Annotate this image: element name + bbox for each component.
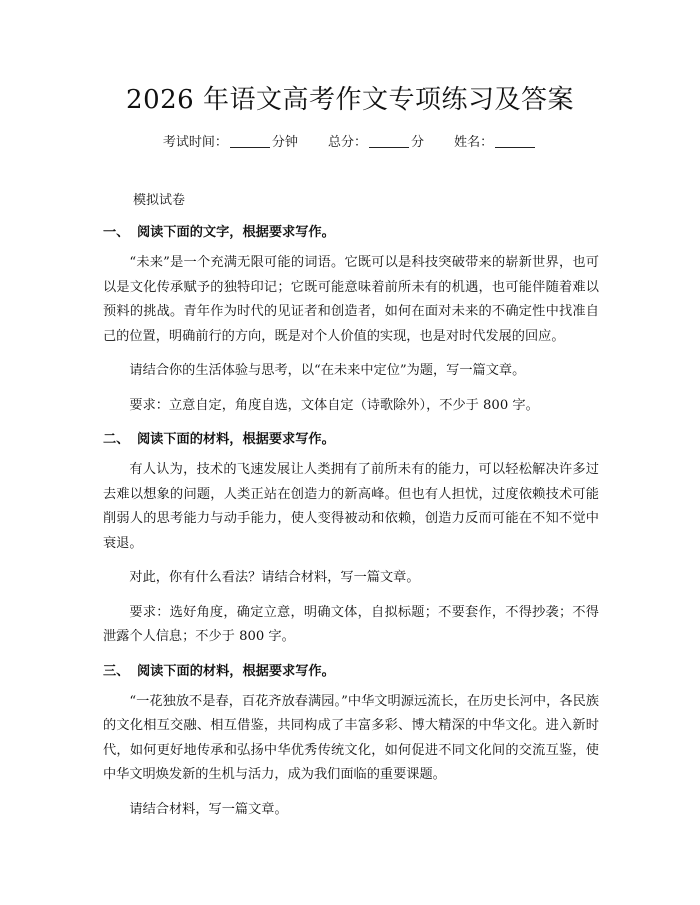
student-name-label: 姓名： — [454, 135, 494, 150]
question-block — [103, 428, 599, 650]
total-score-field — [328, 133, 424, 153]
question-paragraph: 对此，你有什么看法？请结合材料，写一篇文章。 — [129, 570, 420, 585]
question-paragraph: 请结合你的生活体验与思考，以“在未来中定位”为题，写一篇文章。 — [129, 363, 526, 378]
question-paragraph: 要求：立意自定，角度自选，文体自定（诗歌除外），不少于 800 字。 — [129, 397, 539, 413]
question-block — [103, 221, 599, 418]
student-name-field — [454, 133, 537, 153]
section-label: 模拟试卷 — [133, 193, 186, 208]
question-paragraph: “一花独放不是春，百花齐放春满园。”中华文明源远流长，在历史长河中，各民族的文化相互交融、相互借鉴，共同构成了丰富多彩、博大精深的中华文化。进入新时代，如何更好地传承和弘扬中华优秀传统文化，如何促进不同文化间的交流互鉴，使中华文明焕发新的生机与活力，成为我们面临的重要课题。 — [103, 693, 599, 782]
question-heading — [103, 660, 599, 684]
question-heading-text: 阅读下面的材料，根据要求写作。 — [137, 663, 335, 679]
exam-time-label: 考试时间： — [162, 135, 228, 150]
question-heading — [103, 221, 599, 245]
question-number: 三、 — [103, 663, 130, 679]
question-number: 二、 — [103, 432, 130, 447]
total-score-unit: 分 — [411, 135, 425, 150]
exam-time-unit: 分钟 — [271, 135, 298, 150]
total-score-label: 总分： — [327, 135, 367, 150]
student-name-blank — [495, 133, 535, 148]
question-heading-text: 阅读下面的材料，根据要求写作。 — [137, 432, 335, 447]
exam-info-line — [0, 133, 700, 153]
question-block — [103, 660, 599, 823]
question-heading-text: 阅读下面的文字，根据要求写作。 — [137, 225, 335, 240]
questions-body — [103, 221, 599, 832]
question-paragraph: 要求：选好角度，确定立意，明确文体，自拟标题；不要套作，不得抄袭；不得泄露个人信息；不少于 800 字。 — [103, 604, 599, 644]
page-title: 2026 年语文高考作文专项练习及答案 — [126, 85, 574, 115]
total-score-blank — [369, 133, 409, 148]
question-number: 一、 — [103, 225, 130, 240]
question-paragraph: 有人认为，技术的飞速发展让人类拥有了前所未有的能力，可以轻松解决许多过去难以想象的问题，人类正站在创造力的新高峰。但也有人担忧，过度依赖技术可能削弱人的思考能力与动手能力，使人变得被动和依赖，创造力反而可能在不知不觉中衰退。 — [103, 462, 599, 551]
question-paragraph: “未来”是一个充满无限可能的词语。它既可以是科技突破带来的崭新世界，也可以是文化传承赋予的独特印记；它既可能意味着前所未有的机遇，也可能伴随着难以预料的挑战。青年作为时代的见证者和创造者，如何在面对未来的不确定性中找准自己的位置，明确前行的方向，既是对个人价值的实现，也是对时代发展的回应。 — [103, 255, 599, 344]
question-heading — [103, 428, 599, 452]
exam-time-field — [163, 133, 298, 153]
exam-time-blank — [230, 133, 270, 148]
question-paragraph: 请结合材料，写一篇文章。 — [129, 801, 288, 817]
